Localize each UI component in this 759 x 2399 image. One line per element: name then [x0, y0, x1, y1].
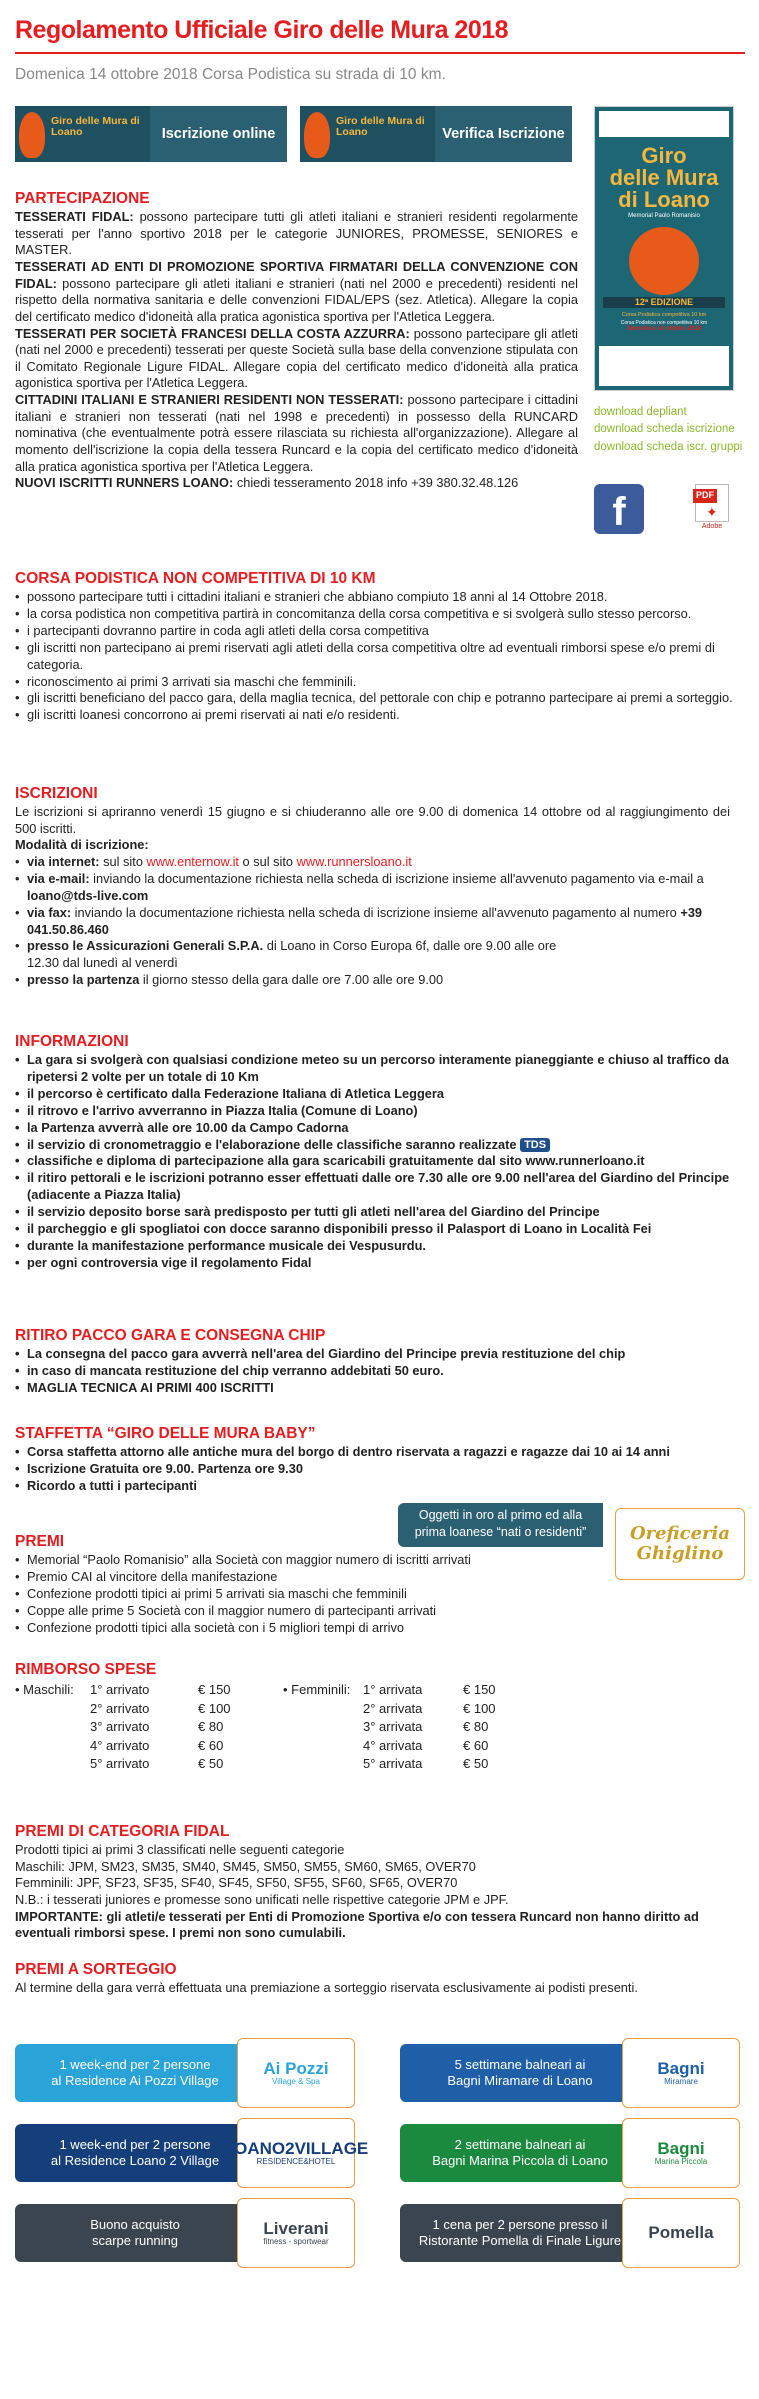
list-item: • la Partenza avverrà alle ore 10.00 da Campo Cadorna — [15, 1120, 730, 1137]
iscrizioni-list — [15, 854, 730, 989]
poster-sponsor-strip — [599, 111, 729, 137]
partecipazione-section — [15, 189, 578, 492]
giro-logo: Giro delle Mura di Loano — [15, 106, 150, 162]
iscrizione-online-button[interactable] — [15, 106, 287, 162]
list-item: • Memorial “Paolo Romanisio” alla Società con maggior numero di iscritti arrivati — [15, 1552, 595, 1569]
verifica-iscrizione-label: Verifica Iscrizione — [442, 125, 565, 142]
ritiro-section — [15, 1326, 730, 1397]
iscrizioni-section — [15, 784, 730, 989]
list-item: • per ogni controversia vige il regolamento Fidal — [15, 1255, 730, 1272]
staffetta-heading: STAFFETTA “GIRO DELLE MURA BABY” — [15, 1425, 316, 1442]
rimborso-section — [15, 1660, 730, 1680]
list-item: • Confezione prodotti tipici alla società con i 5 migliori tempi di arrivo — [15, 1620, 595, 1637]
partecipazione-heading: PARTECIPAZIONE — [15, 190, 150, 207]
list-item: • gli iscritti beneficiano del pacco gara, della maglia tecnica, del pettorale con chip e potranno partecipare ai premi a sorteggio. — [15, 690, 745, 707]
poster-memorial: Memorial Paolo Romanisio — [628, 213, 700, 219]
sorteggio-intro: Al termine della gara verrà effettuata una premiazione a sorteggio riservata esclusivamente ai podisti presenti. — [15, 1980, 638, 1996]
list-item: • il servizio deposito borse sarà predisposto per tutti gli atleti nell'area del Giardino del Principe — [15, 1204, 730, 1221]
enternow-link[interactable]: www.enternow.it — [146, 854, 239, 870]
ritiro-heading: RITIRO PACCO GARA E CONSEGNA CHIP — [15, 1327, 326, 1344]
poster-title-3: di Loano — [618, 187, 710, 212]
iscrizioni-modalita: Modalità di iscrizione: — [15, 837, 149, 853]
non-competitiva-section — [15, 569, 745, 724]
list-item: • Ricordo a tutti i partecipanti — [15, 1478, 750, 1495]
list-item: • gli iscritti non partecipano ai premi riservati agli atleti della corsa competitiva oltre ad eventuali rimborsi spese e/o premi di categoria. — [15, 640, 745, 674]
non-competitiva-list — [15, 589, 745, 724]
prize-sponsor-logo[interactable]: Liverani fitness - sportwear — [237, 2198, 355, 2268]
event-poster[interactable] — [594, 106, 734, 391]
tds-logo: TDS — [520, 1138, 550, 1153]
list-item: • via internet: sul sito www.enternow.it o sul sito www.runnersloano.it — [15, 854, 730, 871]
list-item: • durante la manifestazione performance musicale dei Vespusurdu. — [15, 1238, 730, 1255]
prize-description: 1 week-end per 2 persone al Residence Ai Pozzi Village — [15, 2044, 255, 2102]
prize-sponsor-logo[interactable]: Bagni Marina Piccola — [622, 2118, 740, 2188]
list-item: • classifiche e diploma di partecipazione alla gara scaricabili gratuitamente dal sito www.runnerloano.it — [15, 1153, 730, 1170]
staffetta-list — [15, 1444, 750, 1495]
list-item: • possono partecipare tutti i cittadini italiani e stranieri che abbiano compiuto 18 anni al 14 Ottobre 2018. — [15, 589, 745, 606]
rimborso-femmine-table: • Femminili: 1° arrivata € 150 2° arrivata € 100 3° arrivata € 80 4° arrivata € 60 5° arrivata € 50 — [283, 1682, 496, 1772]
non-competitiva-heading: CORSA PODISTICA NON COMPETITIVA DI 10 KM — [15, 570, 376, 587]
informazioni-heading: INFORMAZIONI — [15, 1033, 129, 1050]
prize-description: 2 settimane balneari ai Bagni Marina Piccola di Loano — [400, 2124, 640, 2182]
poster-title-1: Giro — [641, 143, 687, 168]
list-item: • in caso di mancata restituzione del chip verranno addebitati 50 euro. — [15, 1363, 730, 1380]
list-item: • la corsa podistica non competitiva partirà in concomitanza della corsa competitiva e si svolgerà sullo stesso percorso. — [15, 606, 745, 623]
poster-edition: 12ª EDIZIONE — [603, 297, 725, 309]
categoria-line: Prodotti tipici ai primi 3 classificati nelle seguenti categorie — [15, 1842, 345, 1858]
list-item: • gli iscritti loanesi concorrono ai premi riservati ai nati e/o residenti. — [15, 707, 745, 724]
poster-mascot — [629, 227, 699, 295]
prize-description: Buono acquisto scarpe running — [15, 2204, 255, 2262]
facebook-icon[interactable]: f — [594, 484, 644, 534]
title-divider — [15, 52, 745, 54]
partecipazione-p3: TESSERATI PER SOCIETÀ FRANCESI DELLA COSTA AZZURRA: possono partecipare gli atleti (nati nel 2000 e precedenti) tesserati per queste Società sulla base della convenzione stipulata con il Comitato Regionale Ligure FIDAL. Allegare copia del certificato medico d'idoneità alla pratica agonistica sportiva per l'Atletica Leggera. — [15, 325, 579, 391]
prize-sponsor-logo[interactable]: Ai Pozzi Village & Spa — [237, 2038, 355, 2108]
page-title: Regolamento Ufficiale Giro delle Mura 2018 — [15, 16, 509, 44]
download-gruppi-link[interactable]: download scheda iscr. gruppi — [594, 440, 743, 453]
adobe-label: Adobe — [701, 523, 723, 530]
poster-date: Domenica 14 ottobre 2018 — [626, 326, 702, 333]
list-item: • Confezione prodotti tipici ai primi 5 arrivati sia maschi che femminili — [15, 1586, 595, 1603]
list-item: • il servizio di cronometraggio e l'elaborazione delle classifiche saranno realizzate TDS — [15, 1137, 730, 1154]
list-item: • Corsa staffetta attorno alle antiche mura del borgo di dentro riservata a ragazzi e ragazze dai 10 ai 14 anni — [15, 1444, 750, 1461]
list-item: • il parcheggio e gli spogliatoi con docce saranno disponibili presso il Palasport di Loano in Località Fei — [15, 1221, 730, 1238]
pdf-icon[interactable]: PDF ✦ Adobe — [692, 484, 732, 534]
prize-description: 5 settimane balneari ai Bagni Miramare di Loano — [400, 2044, 640, 2102]
partecipazione-p4: CITTADINI ITALIANI E STRANIERI RESIDENTI NON TESSERATI: possono partecipare i cittadini italiani e stranieri non tesserati (nati nel 1998 e precedenti) in possesso della RUNCARD nominativa (che eventualmente potrà essere rilasciata su richiesta all'organizzazione). Allegare al momento dell'iscrizione la copia della tessera Runcard e la copia del certificato medico d'idoneità alla pratica agonistica sportiva per l'Atletica Leggera. — [15, 392, 578, 474]
staffetta-section — [15, 1424, 750, 1495]
categoria-line: Femminili: JPF, SF23, SF35, SF40, SF45, SF50, SF55, SF60, SF65, OVER70 — [15, 1875, 458, 1891]
poster-line-a: Corsa Podistica competitiva 10 km — [621, 312, 707, 319]
list-item: • via e-mail: inviando la documentazione richiesta nella scheda di iscrizione insieme all'avvenuto pagamento via e-mail a loano@tds-live.com — [15, 871, 730, 905]
premi-section — [15, 1532, 595, 1637]
poster-line-b: Corsa Podistica non competitiva 10 km — [620, 319, 708, 326]
informazioni-section — [15, 1032, 730, 1272]
fax-number: +39 041.50.86.460 — [27, 904, 703, 937]
page-subtitle: Domenica 14 ottobre 2018 Corsa Podistica su strada di 10 km. — [15, 66, 446, 83]
list-item: • Coppe alle prime 5 Società con il maggior numero di partecipanti arrivati — [15, 1603, 595, 1620]
ritiro-list — [15, 1346, 730, 1397]
list-item: • MAGLIA TECNICA AI PRIMI 400 ISCRITTI — [15, 1380, 730, 1397]
categoria-line: Maschili: JPM, SM23, SM35, SM40, SM45, SM50, SM55, SM60, SM65, OVER70 — [15, 1858, 476, 1874]
rimborso-heading: RIMBORSO SPESE — [15, 1661, 157, 1678]
prize-sponsor-logo[interactable]: Pomella — [622, 2198, 740, 2268]
download-depliant-link[interactable]: download depliant — [594, 406, 687, 418]
iscrizioni-intro: Le iscrizioni si apriranno venerdì 15 giugno e si chiuderanno alle ore 9.00 di domenica 14 ottobre od al raggiungimento dei 500 iscritti. — [15, 804, 730, 836]
email-address[interactable]: loano@tds-live.com — [27, 887, 149, 903]
sorteggio-section — [15, 1960, 743, 1997]
list-item: • La consegna del pacco gara avverrà nell'area del Giardino del Principe previa restituzione del chip — [15, 1346, 730, 1363]
list-item: • Premio CAI al vincitore della manifestazione — [15, 1569, 595, 1586]
list-item: • presso le Assicurazioni Generali S.P.A. di Loano in Corso Europa 6f, dalle ore 9.00 alle ore 12.30 dal lunedì al venerdì — [15, 938, 730, 972]
partecipazione-p5: NUOVI ISCRITTI RUNNERS LOANO: chiedi tesseramento 2018 info +39 380.32.48.126 — [15, 475, 519, 491]
categoria-line: N.B.: i tesserati juniores e promesse sono unificati nelle rispettive categorie JPM e JPF. — [15, 1892, 509, 1908]
list-item: • riconoscimento ai primi 3 arrivati sia maschi che femminili. — [15, 674, 745, 691]
partecipazione-p1: TESSERATI FIDAL: possono partecipare tutti gli atleti italiani e stranieri residenti regolarmente tesserati per l'anno sportivo 2018 per le categorie JUNIORES, PROMESSE, SENIORES e MASTER. — [15, 209, 578, 258]
list-item: • La gara si svolgerà con qualsiasi condizione meteo su un percorso interamente pianeggiante e chiuso al traffico da ripetersi 2 volte per un totale di 10 Km — [15, 1052, 730, 1086]
oreficeria-ghiglino-logo[interactable]: Oreficeria Ghiglino — [615, 1508, 745, 1580]
categoria-important: IMPORTANTE: gli atleti/e tesserati per Enti di Promozione Sportiva e/o con tessera Runcard non hanno diritto ad eventuali rimborsi spese. I premi non sono cumulabili. — [15, 1908, 699, 1941]
categoria-section — [15, 1822, 743, 1942]
pdf-label: PDF — [693, 489, 717, 503]
list-item: • Iscrizione Gratuita ore 9.00. Partenza ore 9.30 — [15, 1461, 750, 1478]
prize-sponsor-logo[interactable]: Bagni Miramare — [622, 2038, 740, 2108]
sorteggio-heading: PREMI A SORTEGGIO — [15, 1961, 177, 1978]
premi-heading: PREMI — [15, 1533, 65, 1550]
list-item: • presso la partenza il giorno stesso della gara dalle ore 7.00 alle ore 9.00 — [15, 972, 730, 989]
poster-title-2: delle Mura — [609, 165, 719, 190]
informazioni-list — [15, 1052, 730, 1272]
iscrizione-online-label: Iscrizione online — [161, 125, 276, 142]
download-scheda-link[interactable]: download scheda iscrizione — [594, 423, 735, 436]
list-item: • il percorso è certificato dalla Federazione Italiana di Atletica Leggera — [15, 1086, 730, 1103]
prize-description: 1 cena per 2 persone presso il Ristorante Pomella di Finale Ligure — [400, 2204, 640, 2262]
premi-list — [15, 1552, 595, 1636]
downloads — [594, 404, 754, 456]
categoria-heading: PREMI DI CATEGORIA FIDAL — [15, 1823, 230, 1840]
partecipazione-p2: TESSERATI AD ENTI DI PROMOZIONE SPORTIVA FIRMATARI DELLA CONVENZIONE CON FIDAL: possono partecipare gli atleti italiani e stranieri (nati nel 2000 e precedenti) residenti nel rispetto della normativa sanitaria e delle convenzioni FIDAL/EPS (sez. Atletica). Allegare la copia del certificato medico d'idoneità alla pratica agonistica sportiva per l'Atletica Leggera. — [15, 259, 578, 324]
prize-sponsor-logo[interactable]: LOANO2VILLAGE RESIDENCE&HOTEL — [237, 2118, 355, 2188]
list-item: • via fax: inviando la documentazione richiesta nella scheda di iscrizione insieme all'avvenuto pagamento al numero +39 041.50.86.460 — [15, 905, 730, 939]
list-item: • il ritrovo e l'arrivo avverranno in Piazza Italia (Comune di Loano) — [15, 1103, 730, 1120]
verifica-iscrizione-button[interactable] — [300, 106, 572, 162]
runnersloano-link[interactable]: www.runnersloano.it — [296, 854, 412, 870]
list-item: • i partecipanti dovranno partire in coda agli atleti della corsa competitiva — [15, 623, 745, 640]
rimborso-maschi-table: • Maschili: 1° arrivato € 150 2° arrivato € 100 3° arrivato € 80 4° arrivato € 60 5° arrivato € 50 — [15, 1682, 231, 1772]
giro-logo: Giro delle Mura di Loano — [300, 106, 435, 162]
prize-description: 1 week-end per 2 persone al Residence Loano 2 Village — [15, 2124, 255, 2182]
iscrizioni-heading: ISCRIZIONI — [15, 785, 98, 802]
poster-logos-strip — [599, 346, 729, 386]
oro-banner: Oggetti in oro al primo ed alla prima loanese “nati o residenti” — [398, 1503, 603, 1547]
list-item: • il ritiro pettorali e le iscrizioni potranno esser effettuati dalle ore 7.30 alle ore 9.00 nell'area del Giardino del Principe (adiacente a Piazza Italia) — [15, 1170, 730, 1204]
